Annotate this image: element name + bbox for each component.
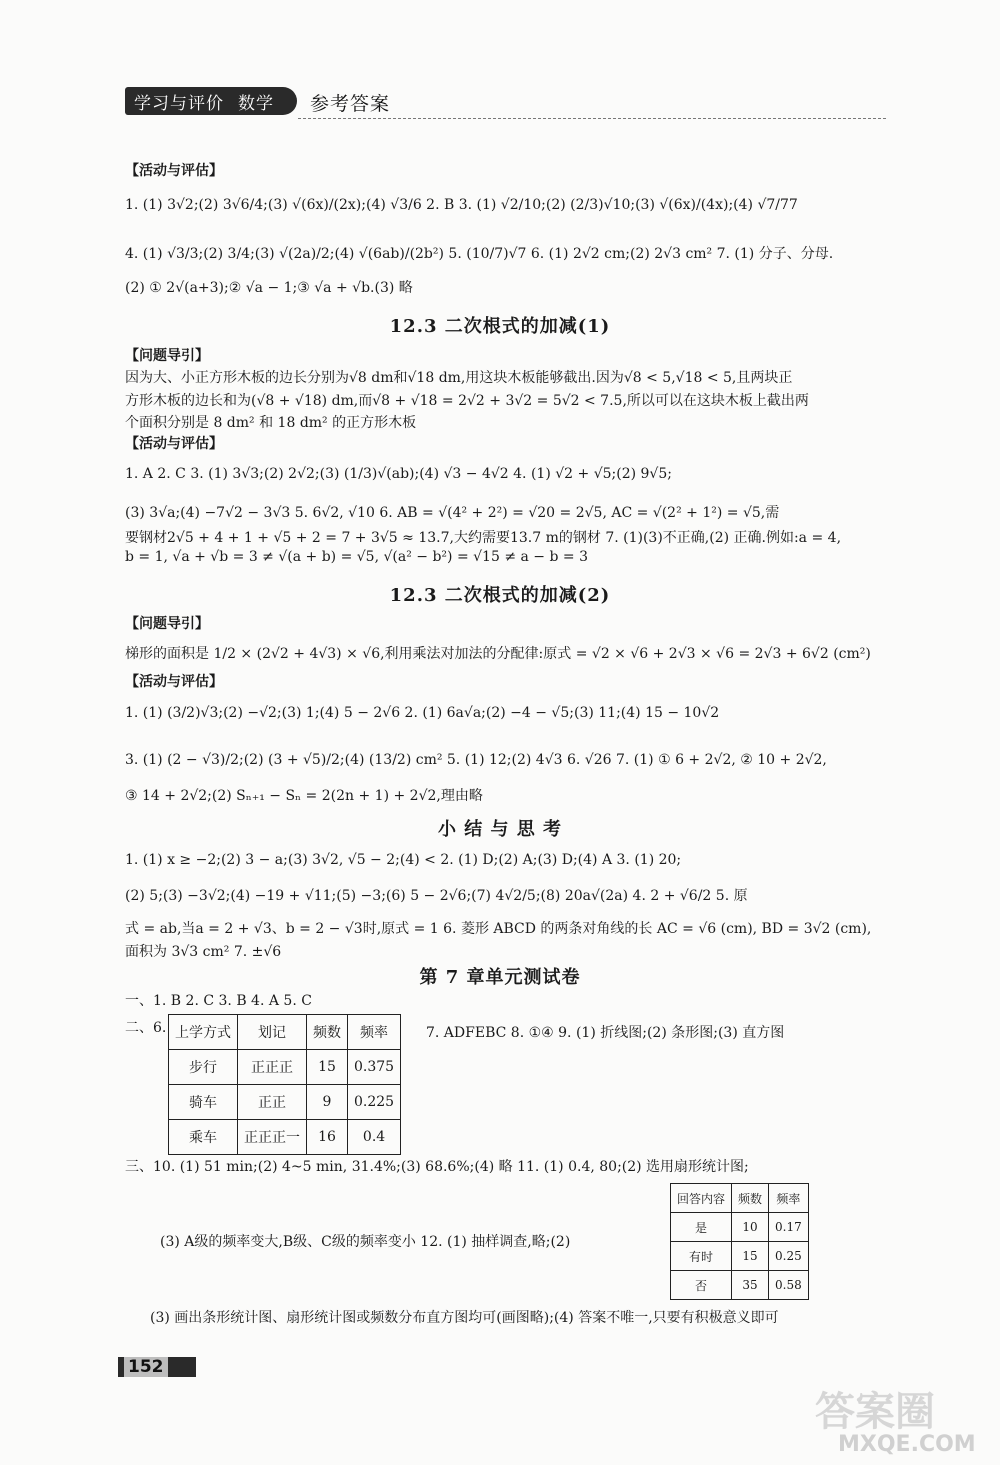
table-cell: 0.17 bbox=[769, 1213, 809, 1242]
answer-line: 一、1. B 2. C 3. B 4. A 5. C bbox=[125, 993, 312, 1009]
answer-line: 要钢材2√5 + 4 + 1 + √5 + 2 = 7 + 3√5 ≈ 13.7,大约需要13.7 m的钢材 7. (1)(3)不正确,(2) 正确.例如:a = 4, bbox=[125, 530, 842, 546]
table-row bbox=[169, 1085, 401, 1120]
section-heading: 小 结 与 思 考 bbox=[437, 819, 563, 840]
table-header-cell: 回答内容 bbox=[671, 1184, 732, 1213]
watermark-logo: 答案圈 bbox=[815, 1389, 935, 1435]
table-cell: 15 bbox=[307, 1050, 348, 1085]
answer-line: 3. (1) (2 − √3)/2;(2) (3 + √5)/2;(4) (13/2) cm² 5. (1) 12;(2) 4√3 6. √26 7. (1) ① 6 + 2√2, ② 10 + 2√2, bbox=[125, 752, 827, 768]
answer-line: 方形木板的边长和为(√8 + √18) dm,而√8 + √18 = 2√2 + 3√2 = 5√2 < 7.5,所以可以在这块木板上截出两 bbox=[125, 393, 809, 409]
answer-line: 1. (1) (3/2)√3;(2) −√2;(3) 1;(4) 5 − 2√6 2. (1) 6a√a;(2) −4 − √5;(3) 11;(4) 15 − 10√2 bbox=[125, 705, 720, 721]
answer-line: (3) 3√a;(4) −7√2 − 3√3 5. 6√2, √10 6. AB = √(4² + 2²) = √20 = 2√5, AC = √(2² + 1²) = √5,需 bbox=[125, 505, 780, 521]
answer-line: 式 = ab,当a = 2 + √3、b = 2 − √3时,原式 = 1 6. 菱形 ABCD 的两条对角线的长 AC = √6 (cm), BD = 3√2 (cm), bbox=[125, 921, 872, 937]
answer-line: ③ 14 + 2√2;(2) Sₙ₊₁ − Sₙ = 2(2n + 1) + 2√2,理由略 bbox=[125, 788, 483, 804]
table-header-cell: 上学方式 bbox=[169, 1015, 238, 1050]
table-cell: 是 bbox=[671, 1213, 732, 1242]
answer-line: 个面积分别是 8 dm² 和 18 dm² 的正方形木板 bbox=[125, 415, 417, 431]
answer-line: (3) 画出条形统计图、扇形统计图或频数分布直方图均可(画图略);(4) 答案不唯一,只要有积极意义即可 bbox=[150, 1310, 779, 1326]
answer-line: (3) A级的频率变大,B级、C级的频率变小 12. (1) 抽样调查,略;(2) bbox=[160, 1234, 571, 1250]
table-row bbox=[671, 1242, 809, 1271]
answer-line: 1. A 2. C 3. (1) 3√3;(2) 2√2;(3) (1/3)√(ab);(4) √3 − 4√2 4. (1) √2 + √5;(2) 9√5; bbox=[125, 466, 672, 482]
answer-line: b = 1, √a + √b = 3 ≠ √(a + b) = √5, √(a² − b²) = √15 ≠ a − b = 3 bbox=[125, 549, 588, 565]
table-cell: 0.4 bbox=[348, 1120, 401, 1155]
table-header-row bbox=[169, 1015, 401, 1050]
table-row bbox=[169, 1120, 401, 1155]
table-cell: 正正 bbox=[238, 1085, 307, 1120]
answer-line: 7. ADFEBC 8. ①④ 9. (1) 折线图;(2) 条形图;(3) 直方图 bbox=[426, 1025, 785, 1041]
table-cell: 0.58 bbox=[769, 1271, 809, 1300]
table-row bbox=[671, 1213, 809, 1242]
table-cell: 正正正一 bbox=[238, 1120, 307, 1155]
table-cell: 骑车 bbox=[169, 1085, 238, 1120]
answer-line: 面积为 3√3 cm² 7. ±√6 bbox=[125, 944, 282, 960]
table-header-cell: 频率 bbox=[348, 1015, 401, 1050]
answer-line: 二、6. bbox=[125, 1020, 167, 1036]
answer-line: 因为大、小正方形木板的边长分别为√8 dm和√18 dm,用这块木板能够截出.因为√8 < 5,√18 < 5,且两块正 bbox=[125, 370, 793, 386]
section-tag: 【活动与评估】 bbox=[125, 436, 223, 452]
table-cell: 有时 bbox=[671, 1242, 732, 1271]
table-cell: 9 bbox=[307, 1085, 348, 1120]
header-subject: 数学 bbox=[238, 94, 274, 114]
header-book: 学习与评价 bbox=[134, 94, 224, 114]
section-tag: 【活动与评估】 bbox=[125, 674, 223, 690]
table-header-row bbox=[671, 1184, 809, 1213]
answer-line: 三、10. (1) 51 min;(2) 4~5 min, 31.4%;(3) 68.6%;(4) 略 11. (1) 0.4, 80;(2) 选用扇形统计图; bbox=[125, 1159, 749, 1175]
table-header-cell: 划记 bbox=[238, 1015, 307, 1050]
table-row bbox=[169, 1050, 401, 1085]
table-cell: 15 bbox=[732, 1242, 769, 1271]
answer-line: (2) ① 2√(a+3);② √a − 1;③ √a + √b.(3) 略 bbox=[125, 280, 413, 296]
answer-line: 1. (1) 3√2;(2) 3√6/4;(3) √(6x)/(2x);(4) √3/6 2. B 3. (1) √2/10;(2) (2/3)√10;(3) √(6x)/(4x);(4) √7/77 bbox=[125, 197, 798, 213]
section-tag: 【问题导引】 bbox=[125, 348, 209, 364]
table-header-cell: 频数 bbox=[732, 1184, 769, 1213]
header-title: 参考答案 bbox=[310, 93, 391, 115]
table-cell: 步行 bbox=[169, 1050, 238, 1085]
table-cell: 乘车 bbox=[169, 1120, 238, 1155]
section-heading: 第 7 章单元测试卷 bbox=[419, 967, 581, 988]
table-row bbox=[671, 1271, 809, 1300]
transport-frequency-table bbox=[168, 1014, 401, 1155]
table-header-cell: 频率 bbox=[769, 1184, 809, 1213]
table-cell: 0.375 bbox=[348, 1050, 401, 1085]
section-tag: 【问题导引】 bbox=[125, 616, 209, 632]
table-cell: 35 bbox=[732, 1271, 769, 1300]
table-header-cell: 频数 bbox=[307, 1015, 348, 1050]
answer-line: 梯形的面积是 1/2 × (2√2 + 4√3) × √6,利用乘法对加法的分配律:原式 = √2 × √6 + 2√3 × √6 = 2√3 + 6√2 (cm²) bbox=[125, 646, 871, 662]
table-cell: 0.225 bbox=[348, 1085, 401, 1120]
header-divider bbox=[298, 118, 886, 119]
table-cell: 10 bbox=[732, 1213, 769, 1242]
section-heading: 12.3 二次根式的加减(2) bbox=[389, 585, 611, 606]
section-tag: 【活动与评估】 bbox=[125, 163, 223, 179]
table-cell: 否 bbox=[671, 1271, 732, 1300]
answer-line: (2) 5;(3) −3√2;(4) −19 + √11;(5) −3;(6) 5 − 2√6;(7) 4√2/5;(8) 20a√(2a) 4. 2 + √6/2 5. 原 bbox=[125, 888, 748, 904]
watermark-domain: MXQE.COM bbox=[838, 1432, 976, 1457]
page-number: 152 bbox=[124, 1357, 168, 1377]
table-cell: 正正正 bbox=[238, 1050, 307, 1085]
table-cell: 0.25 bbox=[769, 1242, 809, 1271]
answer-line: 4. (1) √3/3;(2) 3/4;(3) √(2a)/2;(4) √(6ab)/(2b²) 5. (10/7)√7 6. (1) 2√2 cm;(2) 2√3 cm² 7. (1) 分子、分母. bbox=[125, 246, 834, 262]
survey-frequency-table bbox=[670, 1183, 809, 1300]
table-cell: 16 bbox=[307, 1120, 348, 1155]
section-heading: 12.3 二次根式的加减(1) bbox=[389, 316, 611, 337]
answer-line: 1. (1) x ≥ −2;(2) 3 − a;(3) 3√2, √5 − 2;(4) < 2. (1) D;(2) A;(3) D;(4) A 3. (1) 20; bbox=[125, 852, 682, 868]
